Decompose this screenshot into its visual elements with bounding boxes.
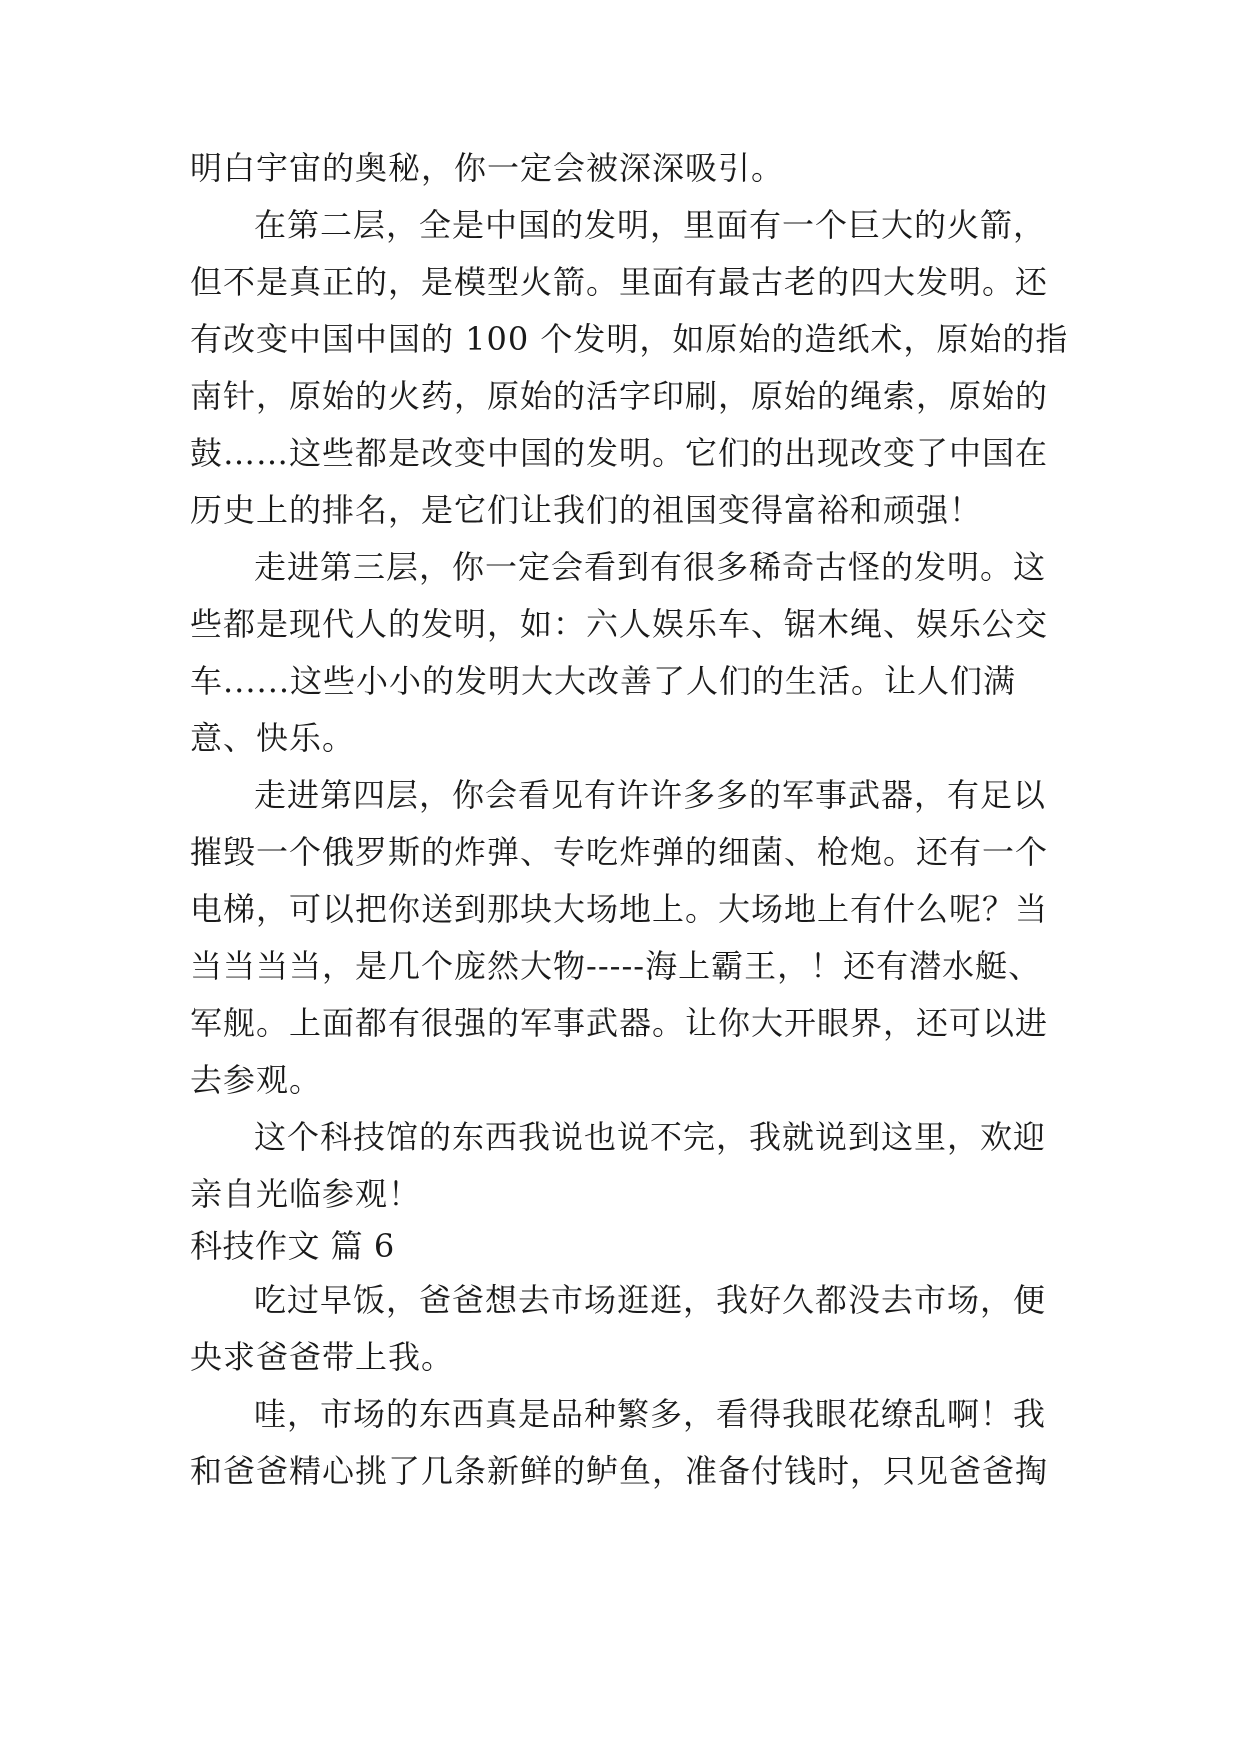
text-line: 电梯，可以把你送到那块大场地上。大场地上有什么呢？当 [190,890,1049,928]
text-line: 明白宇宙的奥秘，你一定会被深深吸引。 [190,149,785,187]
text-line: 亲自光临参观！ [190,1175,422,1213]
text-line: 鼓……这些都是改变中国的发明。它们的出现改变了中国在 [190,434,1049,472]
paragraph-start: 吃过早饭，爸爸想去市场逛逛，我好久都没去市场，便 [254,1281,1047,1319]
text-line: 但不是真正的，是模型火箭。里面有最古老的四大发明。还 [190,263,1049,301]
text-line: 军舰。上面都有很强的军事武器。让你大开眼界，还可以进 [190,1004,1049,1042]
text-line: 央求爸爸带上我。 [190,1338,455,1376]
text-line: 和爸爸精心挑了几条新鲜的鲈鱼，准备付钱时，只见爸爸掏 [190,1452,1049,1490]
text-line: 去参观。 [190,1061,323,1099]
text-line: 当当当当，是几个庞然大物-----海上霸王，！还有潜水艇、 [190,947,1042,985]
paragraph-start: 在第二层，全是中国的发明，里面有一个巨大的火箭， [254,206,1047,244]
paragraph-start: 哇，市场的东西真是品种繁多，看得我眼花缭乱啊！我 [254,1395,1047,1433]
paragraph-start: 走进第四层，你会看见有许许多多的军事武器，有足以 [254,776,1047,814]
paragraph-start: 走进第三层，你一定会看到有很多稀奇古怪的发明。这 [254,548,1047,586]
text-line: 摧毁一个俄罗斯的炸弹、专吃炸弹的细菌、枪炮。还有一个 [190,833,1049,871]
text-line: 南针，原始的火药，原始的活字印刷，原始的绳索，原始的 [190,377,1049,415]
text-line: 历史上的排名，是它们让我们的祖国变得富裕和顽强！ [190,491,983,529]
text-line: 有改变中国中国的 100 个发明，如原始的造纸术，原始的指 [190,320,1069,358]
text-line: 意、快乐。 [190,719,356,757]
text-line: 车......这些小小的发明大大改善了人们的生活。让人们满 [190,662,1017,700]
text-line: 些都是现代人的发明，如：六人娱乐车、锯木绳、娱乐公交 [190,605,1049,643]
paragraph-start: 这个科技馆的东西我说也说不完，我就说到这里，欢迎 [254,1118,1047,1156]
section-heading: 科技作文 篇 6 [190,1227,395,1265]
